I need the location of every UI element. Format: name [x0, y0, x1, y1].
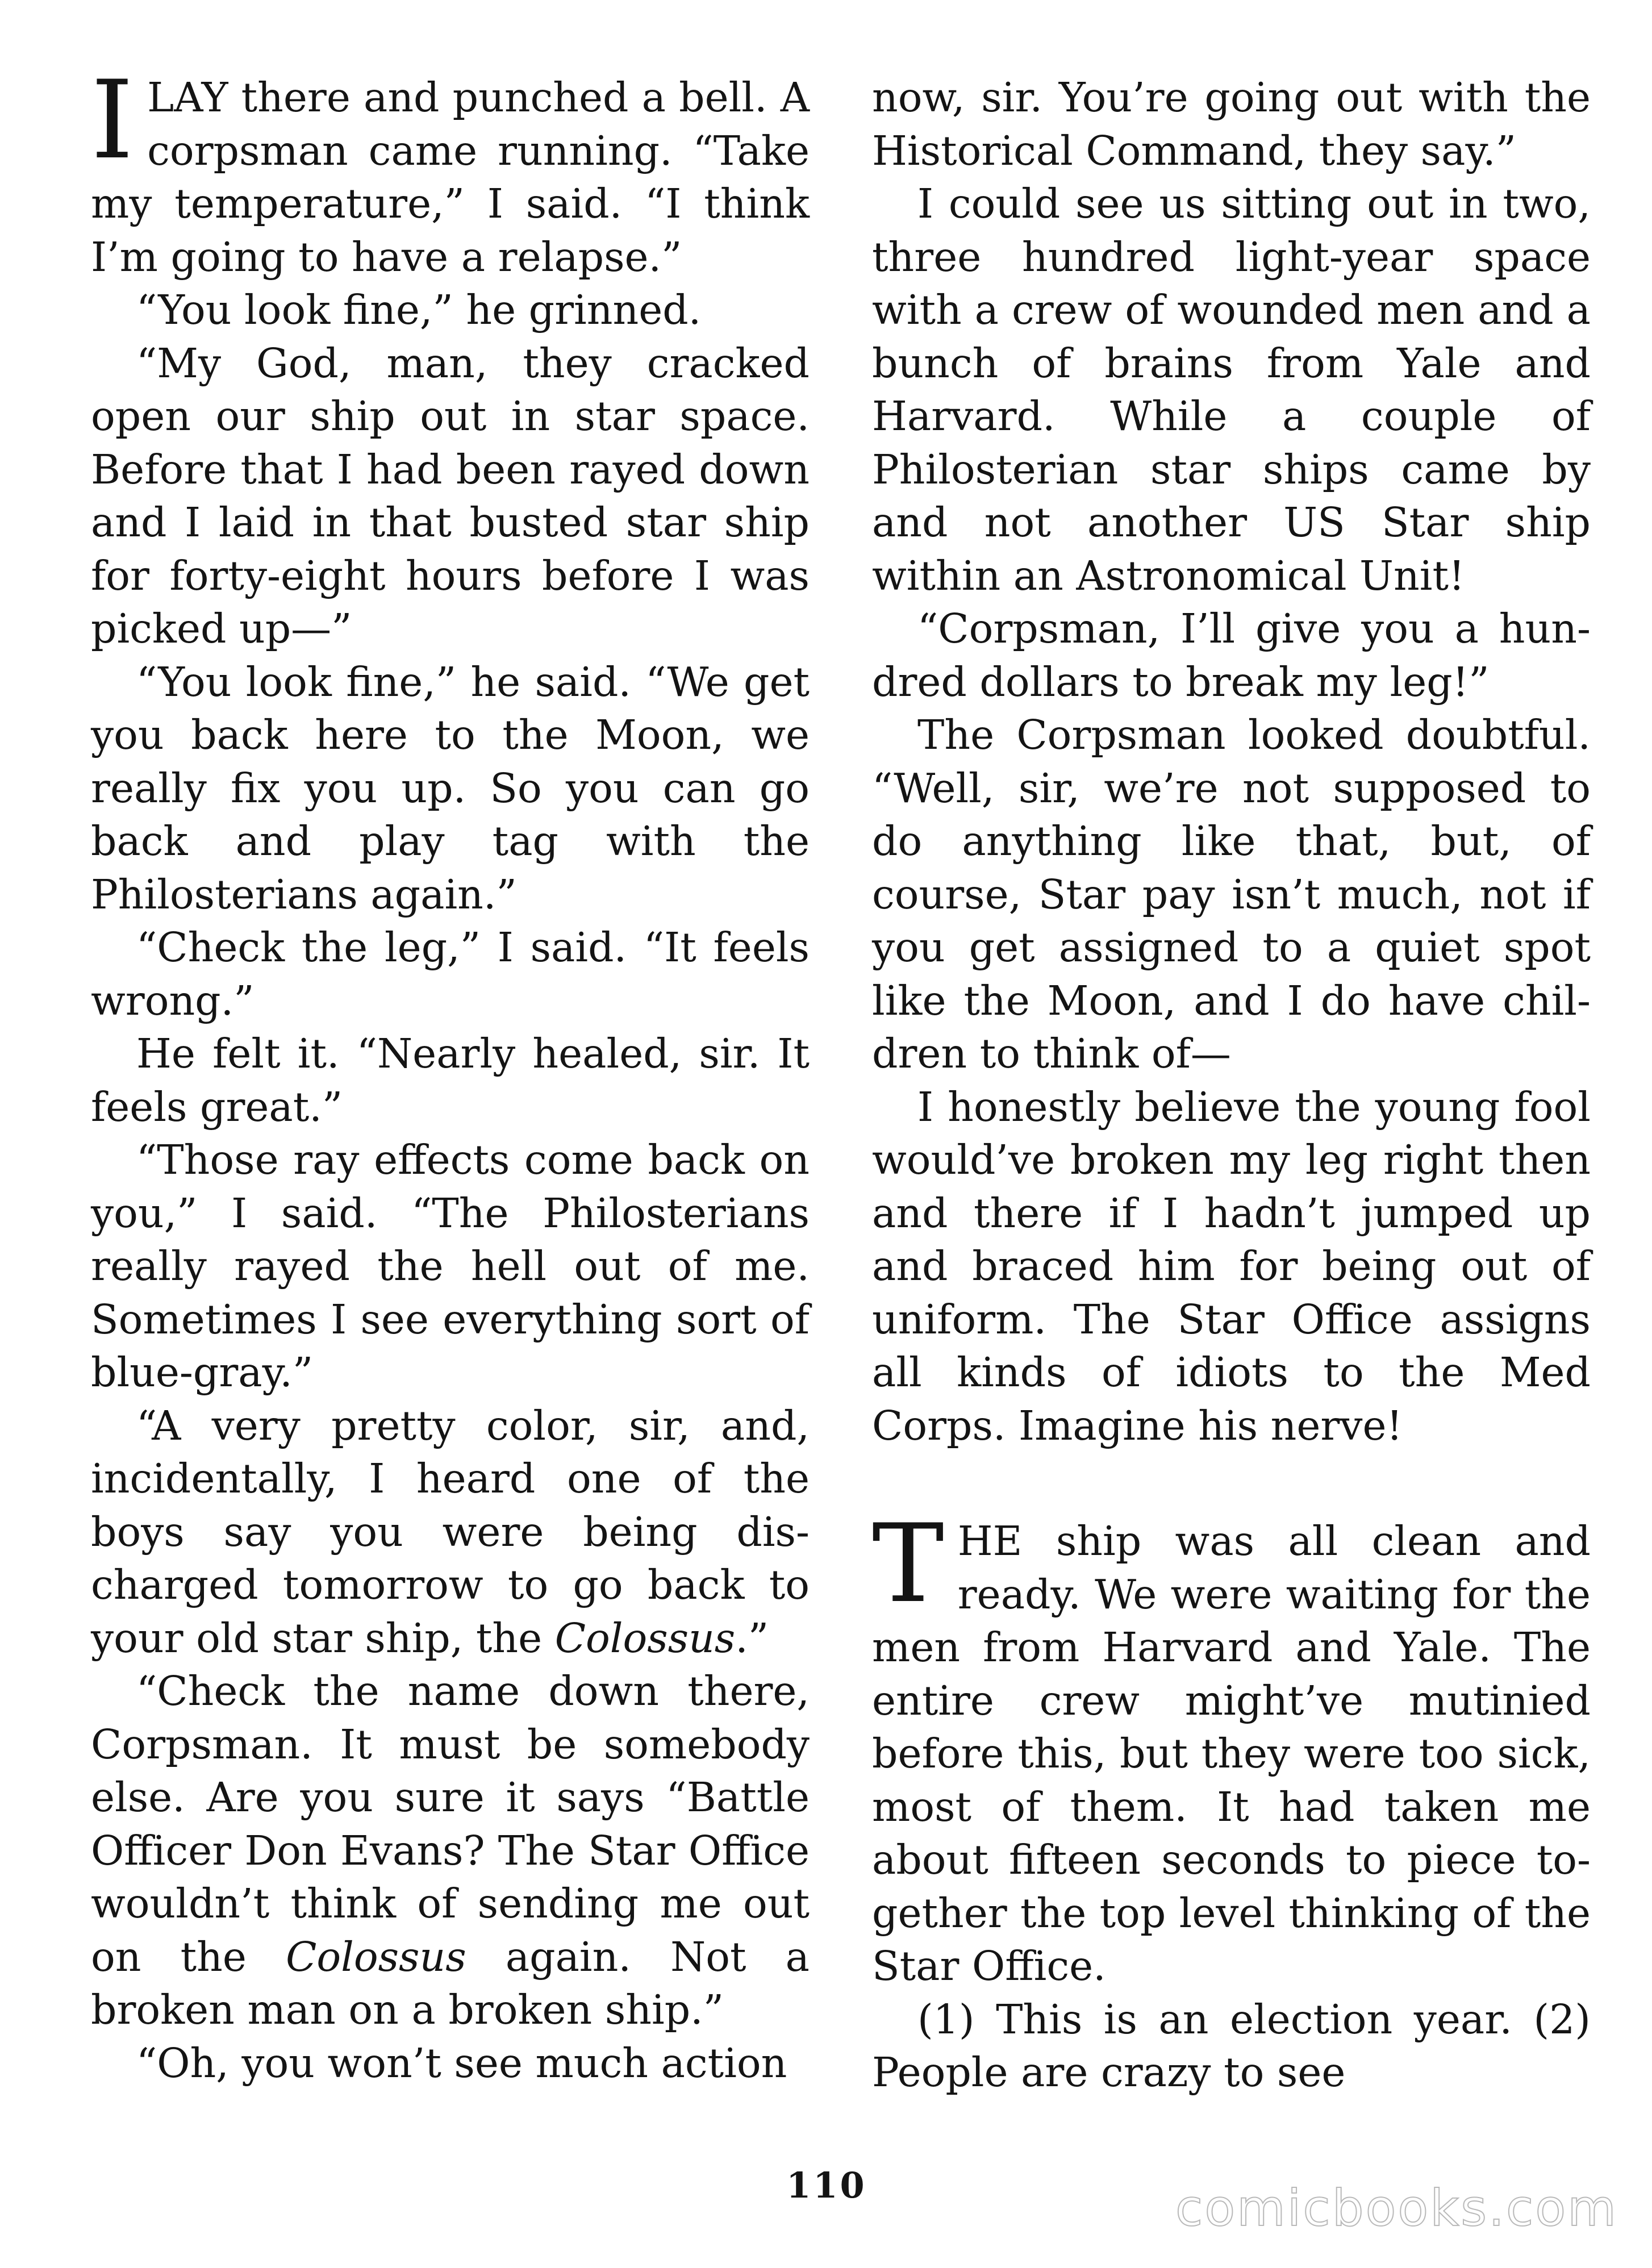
paragraph: I could see us sitting out in two, three hundred light-year space with a crew of wounded men and a bunch of brains from Yale and Harvard. While a couple of Philosterian star ships came by and not another US Star ship within an Astronomical Unit! — [872, 180, 1591, 599]
drop-cap: I — [91, 57, 134, 183]
page-number: 110 — [786, 2165, 867, 2206]
paragraph-text: LAY there and punched a bell. A corpsman came running. “Take my temperature,” I said. “I think I’m going to have a relapse.” — [91, 74, 810, 281]
paragraph: I honestly believe the young fool would’ve broken my leg right then and there if I hadn’t jumped up and braced him for being out of uniform. The Star Office assigns all kinds of idiots to the Med Corps. Imagine his nerve! — [872, 1083, 1591, 1449]
paragraph: “Oh, you won’t see much action — [136, 2039, 787, 2087]
paragraph: The Corpsman looked doubtful. “Well, sir, we’re not supposed to do anything like that, but, of course, Star pay isn’t much, not if you get assigned to a quiet spot like the Moon, and I do have children to think of— — [872, 711, 1591, 1077]
ship-name: Colossus — [286, 1933, 466, 1981]
paragraph: now, sir. You’re going out with the Historical Command, they say.” — [872, 74, 1591, 174]
paragraph-text: “Check the name down there, Corpsman. It must be somebody else. Are you sure it says “Battle Officer Don Evans? The Star Office wouldn’t think of sending me out on the — [91, 1667, 810, 1981]
left-column — [91, 57, 810, 2090]
paragraph: “You look fine,” he said. “We get you back here to the Moon, we really fix you up. So you can go back and play tag with the Philosterians again.” — [91, 658, 810, 918]
paragraph — [91, 1399, 810, 1665]
paragraph: “You look fine,” he grinned. — [136, 286, 702, 333]
paragraph-text: .” — [735, 1614, 769, 1662]
paragraph: (1) This is an election year. (2) People are crazy to see — [872, 1995, 1591, 2096]
paragraph — [91, 1665, 810, 2037]
paragraph: “Check the leg,” I said. “It feels wrong.” — [91, 924, 810, 1024]
watermark: comicbooks.com — [1175, 2179, 1618, 2237]
paragraph — [872, 1501, 1591, 1993]
right-column — [872, 71, 1591, 2099]
drop-cap: T — [872, 1501, 944, 1627]
section-break — [872, 1452, 1591, 1515]
paragraph: “Those ray effects come back on you,” I said. “The Philosterians really rayed the hell out of me. Sometimes I see everything sort of blue-gray.” — [91, 1136, 810, 1396]
paragraph: “Corpsman, I’ll give you a hundred dollars to break my leg!” — [872, 605, 1591, 706]
paragraph-text: HE ship was all clean and ready. We were waiting for the men from Harvard and Yale. The entire crew might’ve mutinied before this, but they were too sick, most of them. It had taken me about fifteen seconds to piece together the top level thinking of the Star Office. — [872, 1517, 1591, 1990]
paragraph: “My God, man, they cracked open our ship out in star space. Before that I had been rayed down and I laid in that busted star ship for forty-eight hours before I was picked up—” — [91, 339, 810, 652]
paragraph-text: “A very pretty color, sir, and, incidentally, I heard one of the boys say you were being discharged tomorrow to go back to your old star ship, the — [91, 1402, 810, 1662]
paragraph: He felt it. “Nearly healed, sir. It feels great.” — [91, 1030, 810, 1131]
paragraph — [91, 57, 810, 284]
ship-name: Colossus — [554, 1614, 736, 1662]
paragraph-text: again. Not a broken man on a broken ship.” — [91, 1933, 810, 2033]
